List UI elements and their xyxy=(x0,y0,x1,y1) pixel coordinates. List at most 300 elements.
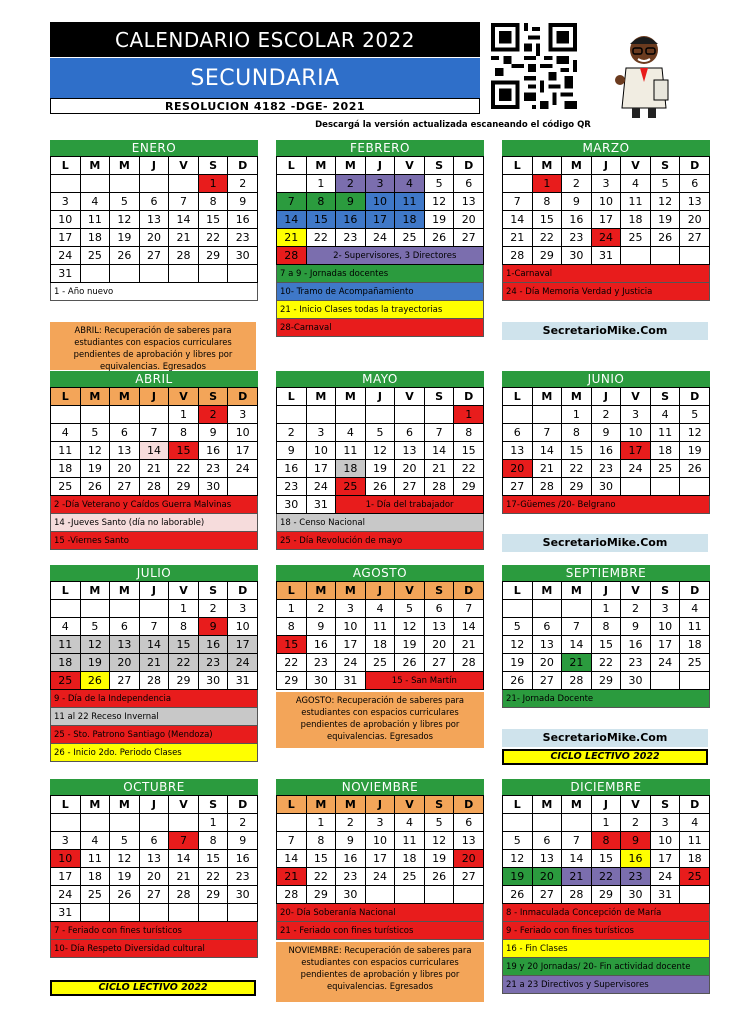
day-cell: 15 xyxy=(169,442,199,460)
day-cell: 15 xyxy=(198,211,228,229)
day-cell: 19 xyxy=(680,442,710,460)
weekday-header: J xyxy=(139,157,169,175)
day-cell xyxy=(621,247,651,265)
day-cell: 26 xyxy=(680,460,710,478)
day-cell: 4 xyxy=(80,193,110,211)
day-cell: 27 xyxy=(454,229,484,247)
day-cell: 14 xyxy=(562,850,592,868)
day-cell: 18 xyxy=(395,211,425,229)
day-cell: 28 xyxy=(169,247,199,265)
day-cell: 7 xyxy=(454,600,484,618)
weekday-header: M xyxy=(80,796,110,814)
day-cell: 3 xyxy=(51,193,81,211)
day-cell: 20 xyxy=(454,211,484,229)
day-cell: 6 xyxy=(454,175,484,193)
day-cell: 22 xyxy=(306,868,336,886)
day-cell: 2 xyxy=(228,814,258,832)
day-cell: 16 xyxy=(562,211,592,229)
day-cell: 7 xyxy=(277,193,307,211)
day-cell: 4 xyxy=(336,424,366,442)
month-name: JULIO xyxy=(50,565,258,581)
ciclo-lectivo-label: CICLO LECTIVO 2022 xyxy=(502,749,708,765)
day-cell: 26 xyxy=(365,478,395,496)
day-cell: 16 xyxy=(228,850,258,868)
day-cell: 31 xyxy=(51,265,81,283)
event-note: 7 - Feriado con fines turísticos xyxy=(50,922,258,940)
day-cell: 31 xyxy=(591,247,621,265)
event-note: 14 -Jueves Santo (día no laborable) xyxy=(50,514,258,532)
weekday-header: M xyxy=(532,582,562,600)
day-cell: 22 xyxy=(198,868,228,886)
day-cell: 6 xyxy=(395,424,425,442)
day-cell: 29 xyxy=(591,672,621,690)
day-cell: 23 xyxy=(198,460,228,478)
day-cell: 12 xyxy=(80,442,110,460)
day-cell: 27 xyxy=(532,672,562,690)
month-grid xyxy=(502,581,710,690)
day-cell: 12 xyxy=(110,850,140,868)
day-cell: 2 xyxy=(336,814,366,832)
day-cell xyxy=(277,814,307,832)
day-cell: 19 xyxy=(424,211,454,229)
day-cell: 12 xyxy=(503,636,533,654)
day-cell: 11 xyxy=(51,636,81,654)
day-cell: 18 xyxy=(621,211,651,229)
day-cell: 7 xyxy=(139,424,169,442)
day-cell xyxy=(139,904,169,922)
day-cell xyxy=(650,672,680,690)
day-cell: 10 xyxy=(365,193,395,211)
day-cell: 24 xyxy=(650,868,680,886)
day-cell: 6 xyxy=(110,618,140,636)
day-cell: 12 xyxy=(680,424,710,442)
day-cell: 7 xyxy=(532,424,562,442)
day-cell: 10 xyxy=(306,442,336,460)
day-cell: 14 xyxy=(169,850,199,868)
day-cell xyxy=(532,814,562,832)
day-cell: 9 xyxy=(336,193,366,211)
day-cell: 6 xyxy=(532,832,562,850)
event-note: 21 - Feriado con fines turísticos xyxy=(276,922,484,940)
weekday-header: S xyxy=(650,582,680,600)
day-cell: 4 xyxy=(680,600,710,618)
day-cell: 21 xyxy=(562,868,592,886)
weekday-header: D xyxy=(454,582,484,600)
inline-event: 2- Supervisores, 3 Directores xyxy=(306,247,483,265)
month-octubre xyxy=(50,779,258,958)
day-cell: 14 xyxy=(532,442,562,460)
day-cell xyxy=(680,886,710,904)
day-cell: 15 xyxy=(198,850,228,868)
month-grid xyxy=(50,156,258,283)
event-note: 8 - Inmaculada Concepción de María xyxy=(502,904,710,922)
day-cell: 15 xyxy=(306,850,336,868)
day-cell: 22 xyxy=(591,654,621,672)
day-cell: 2 xyxy=(198,406,228,424)
weekday-header: V xyxy=(621,388,651,406)
day-cell: 24 xyxy=(51,886,81,904)
day-cell: 4 xyxy=(650,406,680,424)
day-cell: 19 xyxy=(365,460,395,478)
day-cell xyxy=(139,406,169,424)
day-cell: 13 xyxy=(503,442,533,460)
event-note: 25 - Día Revolución de mayo xyxy=(276,532,484,550)
day-cell: 20 xyxy=(110,654,140,672)
day-cell: 4 xyxy=(621,175,651,193)
day-cell xyxy=(110,175,140,193)
day-cell xyxy=(80,600,110,618)
day-cell: 6 xyxy=(424,600,454,618)
day-cell: 24 xyxy=(591,229,621,247)
weekday-header: M xyxy=(306,796,336,814)
event-note: 25 - Sto. Patrono Santiago (Mendoza) xyxy=(50,726,258,744)
day-cell xyxy=(228,478,258,496)
month-grid xyxy=(50,581,258,690)
day-cell: 9 xyxy=(336,832,366,850)
day-cell: 26 xyxy=(503,672,533,690)
day-cell: 16 xyxy=(621,636,651,654)
day-cell: 27 xyxy=(139,886,169,904)
day-cell: 12 xyxy=(395,618,425,636)
event-note: 26 - Inicio 2do. Periodo Clases xyxy=(50,744,258,762)
weekday-header: M xyxy=(562,388,592,406)
weekday-header: M xyxy=(562,157,592,175)
day-cell xyxy=(80,814,110,832)
day-cell: 19 xyxy=(650,211,680,229)
day-cell: 5 xyxy=(424,175,454,193)
day-cell: 17 xyxy=(650,850,680,868)
day-cell: 29 xyxy=(306,886,336,904)
day-cell: 13 xyxy=(110,442,140,460)
month-name: ABRIL xyxy=(50,371,258,387)
event-note: 9 - Feriado con fines turísticos xyxy=(502,922,710,940)
weekday-header: L xyxy=(277,796,307,814)
day-cell: 10 xyxy=(650,832,680,850)
day-cell: 15 xyxy=(277,636,307,654)
qr-code-icon[interactable] xyxy=(488,22,580,110)
event-note: 16 - Fin Clases xyxy=(502,940,710,958)
weekday-header: S xyxy=(198,157,228,175)
day-cell: 25 xyxy=(621,229,651,247)
day-cell: 2 xyxy=(336,175,366,193)
day-cell: 23 xyxy=(621,654,651,672)
day-cell: 7 xyxy=(169,832,199,850)
day-cell: 27 xyxy=(110,672,140,690)
day-cell: 17 xyxy=(51,229,81,247)
day-cell xyxy=(336,406,366,424)
day-cell: 8 xyxy=(454,424,484,442)
day-cell: 22 xyxy=(532,229,562,247)
day-cell: 12 xyxy=(365,442,395,460)
day-cell: 20 xyxy=(503,460,533,478)
day-cell: 29 xyxy=(277,672,307,690)
day-cell: 1 xyxy=(532,175,562,193)
weekday-header: L xyxy=(51,796,81,814)
weekday-header: S xyxy=(424,157,454,175)
event-note: 21 a 23 Directivos y Supervisores xyxy=(502,976,710,994)
day-cell: 1 xyxy=(591,600,621,618)
day-cell: 5 xyxy=(424,814,454,832)
weekday-header: V xyxy=(169,388,199,406)
day-cell: 30 xyxy=(277,496,307,514)
day-cell: 27 xyxy=(503,478,533,496)
day-cell xyxy=(680,672,710,690)
day-cell: 29 xyxy=(454,478,484,496)
weekday-header: L xyxy=(503,796,533,814)
weekday-header: L xyxy=(277,388,307,406)
day-cell: 22 xyxy=(169,654,199,672)
month-mayo xyxy=(276,371,484,550)
day-cell: 23 xyxy=(562,229,592,247)
day-cell xyxy=(51,406,81,424)
day-cell: 19 xyxy=(110,868,140,886)
day-cell: 9 xyxy=(198,618,228,636)
day-cell: 5 xyxy=(110,193,140,211)
day-cell: 14 xyxy=(454,618,484,636)
day-cell: 28 xyxy=(562,672,592,690)
day-cell: 24 xyxy=(51,247,81,265)
month-name: AGOSTO xyxy=(276,565,484,581)
day-cell: 18 xyxy=(680,636,710,654)
day-cell: 18 xyxy=(51,460,81,478)
weekday-header: M xyxy=(80,388,110,406)
event-note: 10- Día Respeto Diversidad cultural xyxy=(50,940,258,958)
day-cell xyxy=(650,478,680,496)
day-cell: 28 xyxy=(562,886,592,904)
day-cell: 23 xyxy=(228,868,258,886)
month-name: OCTUBRE xyxy=(50,779,258,795)
day-cell: 21 xyxy=(562,654,592,672)
mascot-illustration xyxy=(610,30,680,120)
day-cell xyxy=(424,886,454,904)
month-grid xyxy=(276,795,484,904)
day-cell xyxy=(395,886,425,904)
day-cell: 7 xyxy=(562,618,592,636)
day-cell xyxy=(277,406,307,424)
weekday-header: D xyxy=(680,796,710,814)
day-cell: 8 xyxy=(198,832,228,850)
day-cell: 12 xyxy=(80,636,110,654)
day-cell: 5 xyxy=(110,832,140,850)
weekday-header: J xyxy=(139,582,169,600)
day-cell: 28 xyxy=(139,672,169,690)
weekday-header: D xyxy=(680,157,710,175)
day-cell xyxy=(680,478,710,496)
day-cell: 11 xyxy=(80,850,110,868)
day-cell: 15 xyxy=(306,211,336,229)
day-cell: 21 xyxy=(169,229,199,247)
day-cell: 21 xyxy=(424,460,454,478)
day-cell: 3 xyxy=(650,600,680,618)
day-cell: 23 xyxy=(336,229,366,247)
day-cell xyxy=(80,406,110,424)
day-cell: 3 xyxy=(621,406,651,424)
day-cell: 30 xyxy=(306,672,336,690)
day-cell: 10 xyxy=(51,850,81,868)
day-cell: 24 xyxy=(306,478,336,496)
day-cell: 1 xyxy=(562,406,592,424)
day-cell: 10 xyxy=(228,618,258,636)
day-cell: 7 xyxy=(277,832,307,850)
day-cell: 17 xyxy=(365,211,395,229)
event-note: 24 - Día Memoria Verdad y Justicia xyxy=(502,283,710,301)
day-cell: 22 xyxy=(562,460,592,478)
day-cell: 30 xyxy=(198,672,228,690)
day-cell xyxy=(503,406,533,424)
weekday-header: J xyxy=(591,157,621,175)
day-cell: 14 xyxy=(562,636,592,654)
day-cell: 5 xyxy=(503,618,533,636)
day-cell: 9 xyxy=(277,442,307,460)
day-cell: 31 xyxy=(306,496,336,514)
day-cell: 31 xyxy=(336,672,366,690)
day-cell xyxy=(80,265,110,283)
day-cell: 13 xyxy=(454,832,484,850)
weekday-header: M xyxy=(336,582,366,600)
day-cell xyxy=(395,406,425,424)
day-cell: 30 xyxy=(562,247,592,265)
weekday-header: V xyxy=(621,582,651,600)
day-cell: 29 xyxy=(198,886,228,904)
weekday-header: M xyxy=(562,796,592,814)
weekday-header: M xyxy=(110,157,140,175)
event-note: 7 a 9 - Jornadas docentes xyxy=(276,265,484,283)
day-cell: 9 xyxy=(228,832,258,850)
event-note: 9 - Día de la Independencia xyxy=(50,690,258,708)
day-cell: 24 xyxy=(621,460,651,478)
day-cell: 28 xyxy=(532,478,562,496)
day-cell: 2 xyxy=(198,600,228,618)
month-enero xyxy=(50,140,258,301)
day-cell: 30 xyxy=(591,478,621,496)
weekday-header: L xyxy=(503,157,533,175)
event-note: 19 y 20 Jornadas/ 20- Fin actividad docente xyxy=(502,958,710,976)
day-cell: 4 xyxy=(395,175,425,193)
month-marzo xyxy=(502,140,710,301)
weekday-header: S xyxy=(650,157,680,175)
day-cell: 5 xyxy=(365,424,395,442)
day-cell xyxy=(80,175,110,193)
day-cell: 2 xyxy=(562,175,592,193)
month-noviembre xyxy=(276,779,484,940)
day-cell xyxy=(139,814,169,832)
day-cell: 18 xyxy=(336,460,366,478)
day-cell: 13 xyxy=(532,850,562,868)
day-cell: 16 xyxy=(591,442,621,460)
day-cell: 16 xyxy=(228,211,258,229)
day-cell: 13 xyxy=(139,211,169,229)
day-cell xyxy=(51,175,81,193)
day-cell: 1 xyxy=(306,814,336,832)
day-cell: 18 xyxy=(395,850,425,868)
day-cell: 16 xyxy=(336,850,366,868)
day-cell: 18 xyxy=(51,654,81,672)
day-cell: 14 xyxy=(139,636,169,654)
event-note: 21 - Inicio Clases todas la trayectorias xyxy=(276,301,484,319)
day-cell: 19 xyxy=(80,460,110,478)
day-cell: 1 xyxy=(169,600,199,618)
day-cell xyxy=(277,175,307,193)
day-cell xyxy=(198,904,228,922)
day-cell: 5 xyxy=(80,618,110,636)
day-cell: 19 xyxy=(503,868,533,886)
month-diciembre xyxy=(502,779,710,994)
month-name: JUNIO xyxy=(502,371,710,387)
day-cell: 20 xyxy=(454,850,484,868)
weekday-header: V xyxy=(395,157,425,175)
month-name: DICIEMBRE xyxy=(502,779,710,795)
day-cell: 30 xyxy=(228,886,258,904)
day-cell: 25 xyxy=(336,478,366,496)
weekday-header: S xyxy=(198,388,228,406)
day-cell: 6 xyxy=(503,424,533,442)
day-cell: 2 xyxy=(591,406,621,424)
day-cell: 18 xyxy=(80,868,110,886)
day-cell: 23 xyxy=(228,229,258,247)
day-cell: 8 xyxy=(591,618,621,636)
day-cell xyxy=(532,406,562,424)
month-grid xyxy=(502,795,710,904)
weekday-header: S xyxy=(650,796,680,814)
weekday-header: L xyxy=(51,157,81,175)
day-cell: 26 xyxy=(424,229,454,247)
day-cell: 1 xyxy=(591,814,621,832)
day-cell: 13 xyxy=(110,636,140,654)
day-cell: 17 xyxy=(650,636,680,654)
day-cell: 21 xyxy=(139,460,169,478)
day-cell: 15 xyxy=(591,636,621,654)
day-cell: 19 xyxy=(110,229,140,247)
day-cell: 24 xyxy=(650,654,680,672)
day-cell xyxy=(169,265,199,283)
day-cell: 3 xyxy=(306,424,336,442)
day-cell: 30 xyxy=(336,886,366,904)
day-cell: 21 xyxy=(503,229,533,247)
day-cell: 1 xyxy=(277,600,307,618)
day-cell: 19 xyxy=(424,850,454,868)
day-cell xyxy=(169,175,199,193)
day-cell: 5 xyxy=(650,175,680,193)
day-cell: 12 xyxy=(110,211,140,229)
month-grid xyxy=(502,387,710,496)
day-cell xyxy=(503,814,533,832)
day-cell: 26 xyxy=(424,868,454,886)
weekday-header: M xyxy=(110,796,140,814)
day-cell: 23 xyxy=(277,478,307,496)
day-cell: 4 xyxy=(365,600,395,618)
day-cell: 3 xyxy=(650,814,680,832)
day-cell: 16 xyxy=(198,442,228,460)
day-cell: 24 xyxy=(365,229,395,247)
day-cell: 31 xyxy=(51,904,81,922)
day-cell: 26 xyxy=(80,478,110,496)
inline-event: 15 - San Martín xyxy=(365,672,483,690)
day-cell: 6 xyxy=(680,175,710,193)
weekday-header: V xyxy=(395,796,425,814)
day-cell: 17 xyxy=(228,636,258,654)
day-cell xyxy=(110,904,140,922)
event-note: 1-Carnaval xyxy=(502,265,710,283)
day-cell: 1 xyxy=(454,406,484,424)
day-cell: 25 xyxy=(680,654,710,672)
weekday-header: L xyxy=(51,388,81,406)
day-cell: 23 xyxy=(336,868,366,886)
month-abril xyxy=(50,371,258,550)
day-cell: 10 xyxy=(336,618,366,636)
day-cell xyxy=(365,886,395,904)
weekday-header: S xyxy=(424,582,454,600)
weekday-header: M xyxy=(532,796,562,814)
